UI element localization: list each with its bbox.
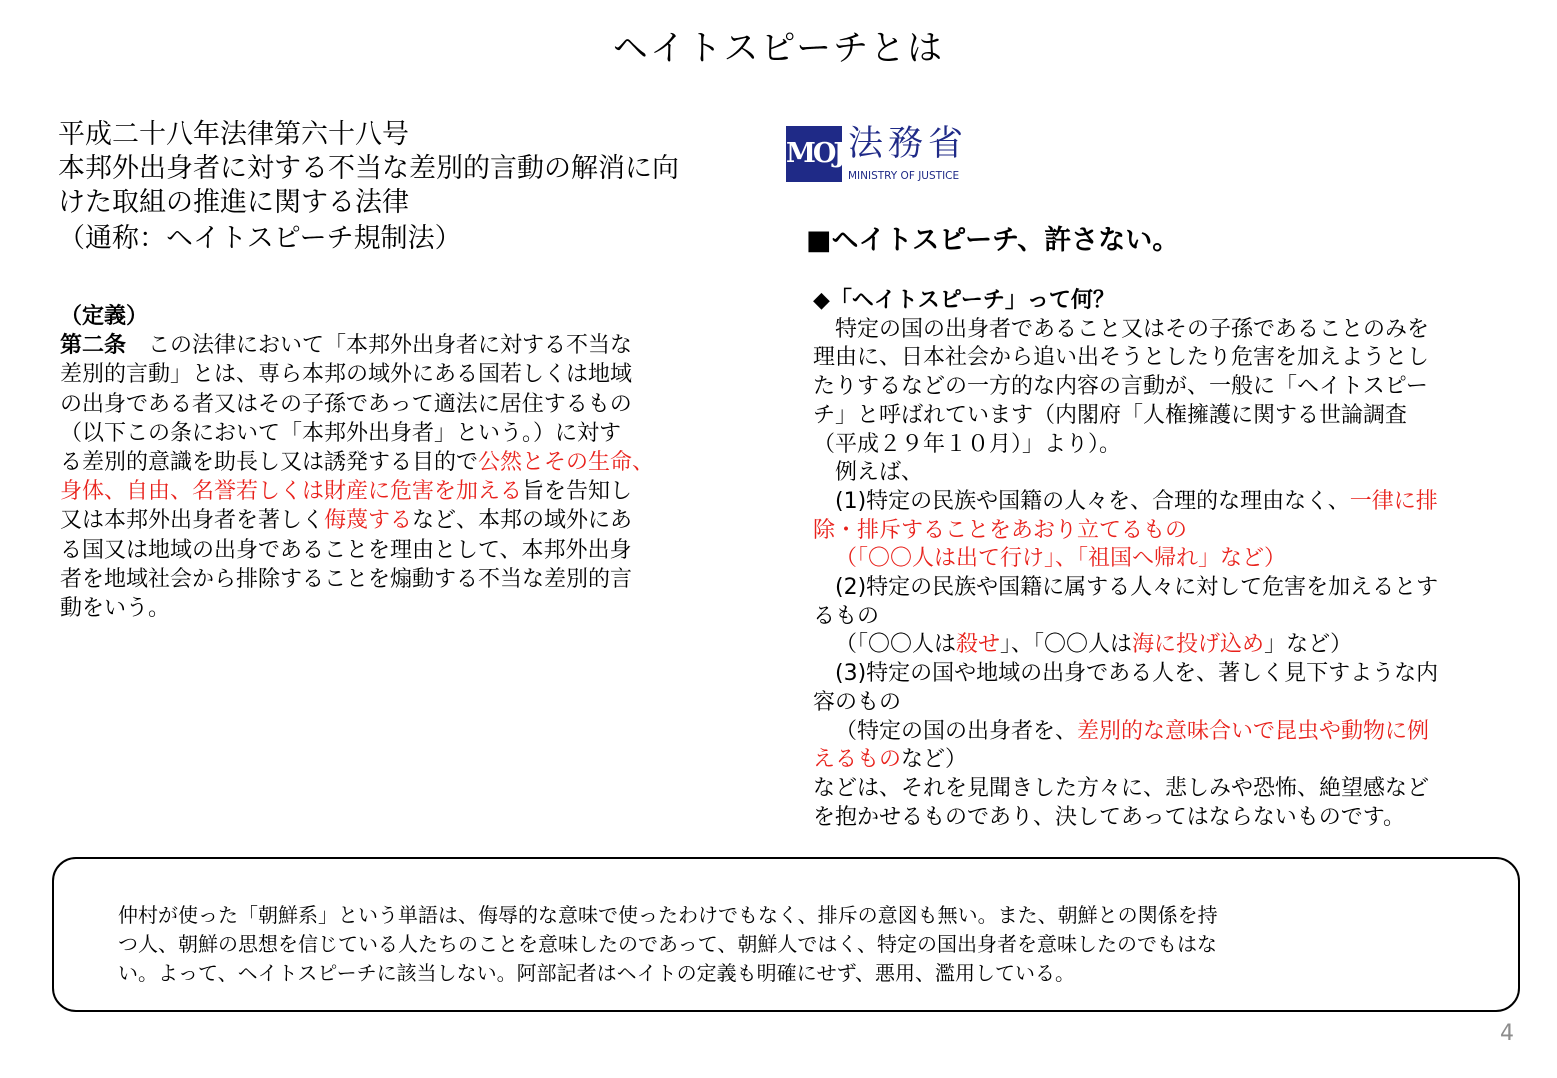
moj-example-3-quote [813, 718, 1513, 747]
article-line [60, 506, 720, 535]
moj-line: 容のもの [813, 689, 902, 715]
article-text: この法律において「本邦外出身者に対する不当な [148, 333, 633, 359]
moj-line: るもの [813, 603, 880, 629]
law-name-line-1: 本邦外出身者に対する不当な差別的言動の解消に向 [58, 153, 679, 184]
article-line [60, 477, 720, 506]
moj-line [813, 746, 1513, 775]
comment-line: い。よって、ヘイトスピーチに該当しない。阿部記者はヘイトの定義も明確にせず、悪用、濫用している。 [118, 961, 1075, 985]
law-number: 平成二十八年法律第六十八号 [58, 119, 409, 150]
moj-text: 」など） [1264, 632, 1353, 658]
article-line [60, 331, 720, 360]
article-text: る差別的意識を助長し又は誘発する目的で [60, 450, 479, 476]
moj-heading: ■ヘイトスピーチ、許さない。 [806, 225, 1180, 256]
slide-title: ヘイトスピーチとは [612, 29, 945, 69]
article-label: 第二条 [60, 333, 127, 359]
moj-question: ◆「ヘイトスピーチ」って何？ [813, 288, 1115, 313]
moj-text: （「〇〇人は [835, 632, 957, 658]
article-line [60, 448, 720, 477]
moj-logo [786, 126, 976, 184]
moj-emphasis: 除・排斥することをあおり立てるもの [813, 517, 1188, 543]
page-number: 4 [1500, 1021, 1514, 1046]
law-article-text [60, 302, 720, 623]
article-line: の出身である者又はその子孫であって適法に居住するもの [60, 391, 632, 417]
moj-text: など） [901, 747, 968, 773]
moj-emphasis: 差別的な意味合いで昆虫や動物に例 [1077, 718, 1430, 744]
moj-line: を抱かせるものであり、決してあってはならないものです。 [813, 804, 1406, 830]
moj-line: 理由に、日本社会から追い出そうとしたり危害を加えようとし [813, 345, 1430, 371]
moj-example-2: (2)特定の民族や国籍に属する人々に対して危害を加えるとす [813, 575, 1439, 601]
moj-emphasis: （「〇〇人は出て行け」、「祖国へ帰れ」など） [835, 546, 1287, 572]
article-text: 又は本邦外出身者を著しく [60, 508, 325, 534]
moj-example-2-quote [813, 631, 1513, 660]
moj-line: たりするなどの一方的な内容の言動が、一般に「ヘイトスピー [813, 374, 1428, 400]
moj-emphasis: えるもの [813, 747, 902, 773]
moj-text: (1)特定の民族や国籍の人々を、合理的な理由なく、 [813, 488, 1350, 514]
article-text: など、本邦の域外にあ [412, 508, 633, 534]
moj-example-1 [813, 488, 1513, 517]
moj-emphasis: 殺せ [956, 632, 1001, 658]
moj-line: チ」と呼ばれています（内閣府「人権擁護に関する世論調査 [813, 402, 1408, 428]
article-emphasis: 公然とその生命、 [478, 450, 655, 476]
moj-emphasis: 一律に排 [1349, 488, 1438, 514]
moj-example-3: (3)特定の国や地域の出身である人を、著しく見下すような内 [813, 661, 1439, 687]
comment-line: つ人、朝鮮の思想を信じている人たちのことを意味したのであって、朝鮮人ではく、特定の国出身者を意味したのでもはな [118, 932, 1217, 956]
moj-text: 」、「〇〇人は [1000, 632, 1133, 658]
article-line: る国又は地域の出身であることを理由として、本邦外出身 [60, 537, 632, 563]
article-line: 差別的言動」とは、専ら本邦の域外にある国若しくは地域 [60, 362, 633, 388]
moj-emphasis: 海に投げ込め [1132, 632, 1265, 658]
comment-text [118, 901, 1478, 988]
comment-box [52, 857, 1520, 1012]
article-text: 旨を告知し [522, 479, 633, 505]
article-line: （以下この条において「本邦外出身者」という。）に対す [60, 420, 622, 446]
moj-line: 特定の国の出身者であること又はその子孫であることのみを [813, 316, 1430, 342]
definition-heading: （定義） [60, 304, 149, 329]
moj-explanation [813, 287, 1513, 832]
article-emphasis: 侮蔑する [324, 508, 413, 534]
moj-logo-english: MINISTRY OF JUSTICE [848, 170, 960, 182]
moj-logo-mark: MOJ [786, 126, 842, 182]
moj-line: （平成２９年１０月）」より）。 [813, 431, 1122, 457]
moj-line: 例えば、 [813, 460, 924, 486]
moj-line: などは、それを見聞きした方々に、悲しみや恐怖、絶望感など [813, 775, 1430, 801]
law-name-line-2: けた取組の推進に関する法律 [58, 187, 409, 218]
comment-line: 仲村が使った「朝鮮系」という単語は、侮辱的な意味で使ったわけでもなく、排斥の意図も無い。また、朝鮮との関係を持 [118, 903, 1218, 927]
law-nickname: （通称：ヘイトスピーチ規制法） [58, 223, 462, 254]
article-line: 者を地域社会から排除することを煽動する不当な差別的言 [60, 566, 633, 592]
moj-text: （特定の国の出身者を、 [835, 718, 1078, 744]
moj-logo-name: 法務省 [848, 124, 969, 164]
article-emphasis: 身体、自由、名誉若しくは財産に危害を加える [60, 479, 523, 505]
article-line: 動をいう。 [60, 596, 171, 622]
law-title-block [58, 118, 758, 256]
